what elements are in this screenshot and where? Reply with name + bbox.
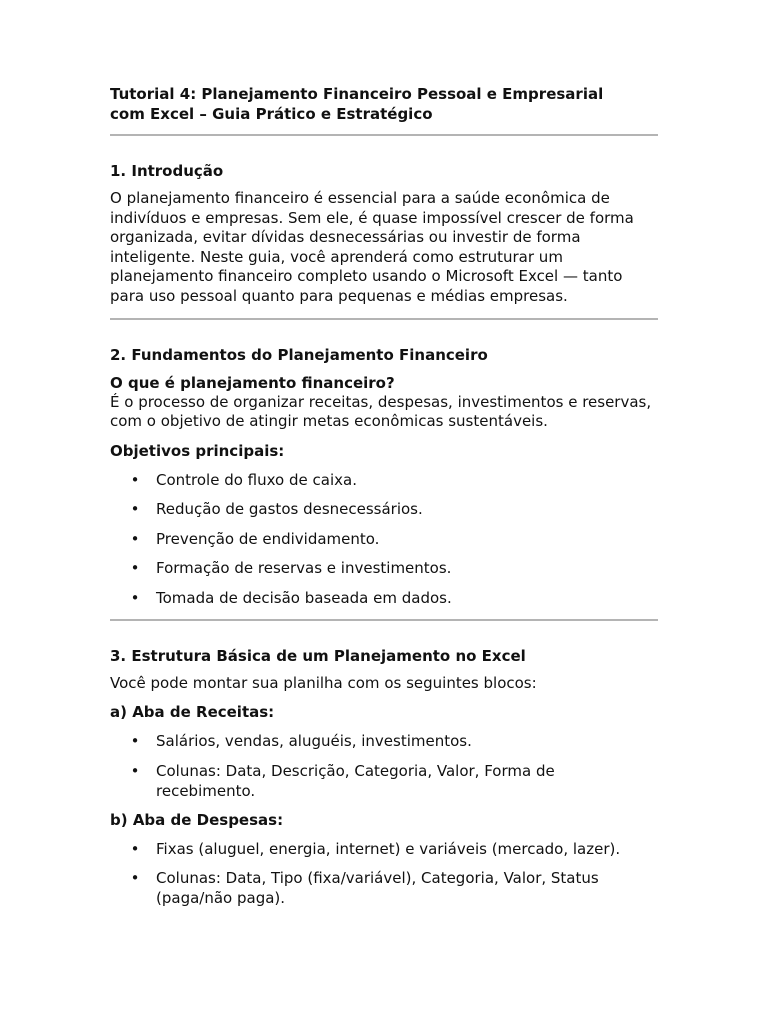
list-item-text: Formação de reservas e investimentos. (156, 559, 452, 578)
despesas-list (110, 839, 658, 909)
list-item (110, 499, 658, 519)
section-2-heading: 2. Fundamentos do Planejamento Financeiro (110, 345, 488, 364)
title-line-1: Tutorial 4: Planejamento Financeiro Pessoal e Empresarial (110, 85, 604, 103)
title-line-2: com Excel – Guia Prático e Estratégico (110, 105, 433, 123)
section-1-paragraph: O planejamento financeiro é essencial para a saúde econômica de indivíduos e empresas. Sem ele, é quase impossível crescer de forma organizada, evitar dívidas desnecessárias ou investir de forma inteligente. Neste guia, você aprenderá como estruturar um planejamento financeiro completo usando o Microsoft Excel — tanto para uso pessoal quanto para pequenas e médias empresas. (110, 189, 634, 305)
bullet-icon: • (130, 761, 140, 780)
list-item-text: Colunas: Data, Descrição, Categoria, Valor, Forma de recebimento. (156, 761, 555, 800)
list-item-text: Salários, vendas, aluguéis, investimentos. (156, 732, 472, 751)
objectives-list (110, 470, 658, 608)
list-item (110, 761, 658, 801)
list-item (110, 731, 658, 751)
objectives-heading: Objetivos principais: (110, 441, 285, 460)
receitas-list (110, 731, 658, 801)
divider (110, 134, 658, 136)
bullet-icon: • (130, 732, 140, 751)
list-item-text: Tomada de decisão baseada em dados. (156, 588, 452, 607)
section-3-intro: Você pode montar sua planilha com os seguintes blocos: (110, 673, 537, 692)
bullet-icon: • (130, 869, 140, 888)
bullet-icon: • (130, 839, 140, 858)
bullet-icon: • (130, 588, 140, 607)
receitas-heading: a) Aba de Receitas: (110, 703, 275, 722)
despesas-heading: b) Aba de Despesas: (110, 810, 284, 829)
list-item-text: Redução de gastos desnecessários. (156, 500, 423, 519)
divider (110, 318, 658, 320)
question-heading: O que é planejamento financeiro? (110, 373, 395, 392)
bullet-icon: • (130, 529, 140, 548)
list-item (110, 868, 658, 908)
question-answer: É o processo de organizar receitas, despesas, investimentos e reservas, com o objetivo de atingir metas econômicas sustentáveis. (110, 392, 652, 431)
section-3-heading: 3. Estrutura Básica de um Planejamento no Excel (110, 646, 526, 665)
list-item-text: Colunas: Data, Tipo (fixa/variável), Categoria, Valor, Status (paga/não paga). (156, 869, 599, 908)
list-item-text: Controle do fluxo de caixa. (156, 470, 357, 489)
list-item (110, 839, 658, 859)
list-item (110, 588, 658, 608)
document-title (110, 84, 658, 124)
divider (110, 619, 658, 621)
section-1-heading: 1. Introdução (110, 162, 224, 180)
list-item-text: Fixas (aluguel, energia, internet) e variáveis (mercado, lazer). (156, 839, 621, 858)
list-item (110, 529, 658, 549)
bullet-icon: • (130, 500, 140, 519)
bullet-icon: • (130, 559, 140, 578)
list-item (110, 470, 658, 490)
document-page (110, 84, 658, 908)
list-item (110, 558, 658, 578)
list-item-text: Prevenção de endividamento. (156, 529, 380, 548)
bullet-icon: • (130, 470, 140, 489)
